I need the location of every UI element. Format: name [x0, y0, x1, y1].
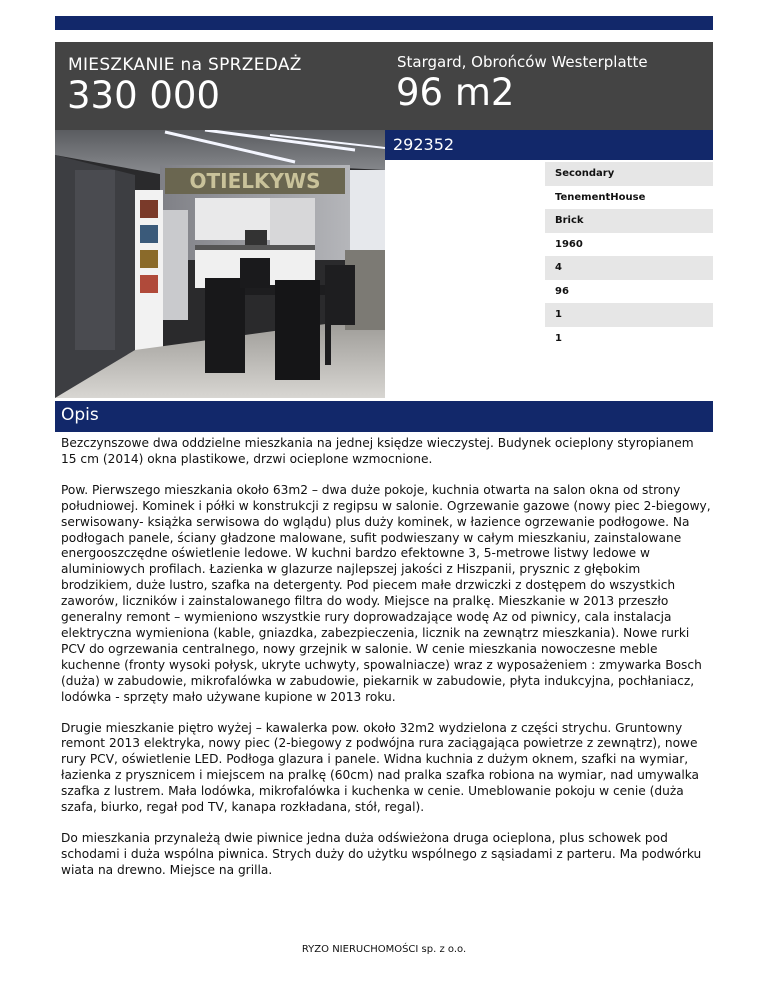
- listing-id-bar: [385, 130, 713, 160]
- detail-material: Brick: [545, 209, 713, 233]
- description-paragraph: Pow. Pierwszego mieszkania około 63m2 – dwa duże pokoje, kuchnia otwarta na salon okna od strony południowej. Kominek i półki w konstrukcji z regipsu w salonie. Ogrzewanie gazowe (nowy piec 2-biegowy, serwisowany- książka serwisowa do wglądu) plus duży kominek, w łazience ogrzewanie podłogowe. Na podłogach panele, ściany gładzone malowane, sufit podwieszany w całym mieszkaniu, zainstalowane energooszczędne oświetlenie ledowe. W kuchni bardzo efektowne 3, 5-metrowe listwy ledowe w aluminiowych profilach. Łazienka w glazurze najlepszej jakości z Hiszpanii, prysznic z głębokim brodzikiem, duże lustro, szafka na detergenty. Pod piecem małe drzwiczki z dostępem do wszystkich zaworów, liczników i zainstalowanego filtra do wody. Miejsce na pralkę. Mieszkanie w 2013 przeszło generalny remont – wymieniono wszystkie rury doprowadzające wodę Az od piwnicy, cala instalacja elektryczna wymieniona (kable, gniazdka, zabezpieczenia, licznik na zewnątrz mieszkania). Nowe rurki PCV do ogrzewania centralnego, nowy grzejnik w salonie. W cenie mieszkania nowoczesne meble kuchenne (fronty wysoki połysk, ukryte uchwyty, spowalniacze) wraz z wyposażeniem : zmywarka Bosch (duża) w zabudowie, mikrofalówka w zabudowie, piekarnik w zabudowie, płyta indukcyjna, pochłaniacz, lodówka - sprzęty mało używane kupione w 2013 roku.: [61, 482, 711, 704]
- detail-market: Secondary: [545, 162, 713, 186]
- listing-id: 292352: [393, 135, 455, 154]
- detail-area: 96: [555, 285, 569, 297]
- offer-type: MIESZKANIE na SPRZEDAŻ: [68, 55, 302, 75]
- location: Stargard, Obrońców Westerplatte: [397, 53, 648, 71]
- property-photo: [55, 130, 385, 398]
- area: 96 m2: [396, 71, 515, 114]
- footer-company: RYZO NIERUCHOMOŚCI sp. z o.o.: [301, 944, 467, 955]
- detail-rooms: 4: [545, 256, 713, 280]
- details-list: [545, 162, 713, 350]
- detail-floor: 1: [545, 303, 713, 327]
- detail-building-type: TenementHouse: [555, 191, 646, 203]
- description-paragraph: Bezczynszowe dwa oddzielne mieszkania na jednej księdze wieczystej. Budynek ocieplony styropianem 15 cm (2014) okna plastikowe, drzwi ocieplone wzmocnione.: [61, 436, 694, 466]
- listing-header: [55, 42, 713, 130]
- top-accent-bar: [55, 16, 713, 30]
- description-body: [61, 436, 711, 894]
- description-paragraph: Drugie mieszkanie piętro wyżej – kawalerka pow. około 32m2 wydzielona z części strychu. Gruntowny remont 2013 elektryka, nowy piec (2-biegowy z podwójna rura zaciągająca powietrze z zewnątrz), nowe rury PCV, oświetlenie LED. Podłoga glazura i panele. Widna kuchnia z dużym oknem, szafki na wymiar, łazienka z prysznicem i miejscem na pralkę (60cm) nad pralka szafka robiona na wymiar, nad umywalka szafka z lustrem. Mała lodówka, mikrofalówka i kuchenka w cenie. Umeblowanie pokoju w cenie (duża szafa, biurko, regał pod TV, kanapa rozkładana, stół, regal).: [61, 720, 700, 815]
- wall-lettering: OTIELKYWS: [189, 169, 321, 193]
- detail-year-built: 1960: [555, 238, 583, 250]
- description-title: Opis: [61, 405, 99, 425]
- description-paragraph: Do mieszkania przynależą dwie piwnice jedna duża odświeżona druga ocieplona, plus schowek pod schodami i duża wspólna piwnica. Strych duży do użytku wspólnego z sąsiadami z parteru. Ma podwórku wiata na drewno. Miejsce na grilla.: [61, 830, 702, 877]
- price: 330 000: [67, 74, 221, 117]
- description-header: [55, 401, 713, 432]
- detail-floors-total: 1: [555, 332, 562, 344]
